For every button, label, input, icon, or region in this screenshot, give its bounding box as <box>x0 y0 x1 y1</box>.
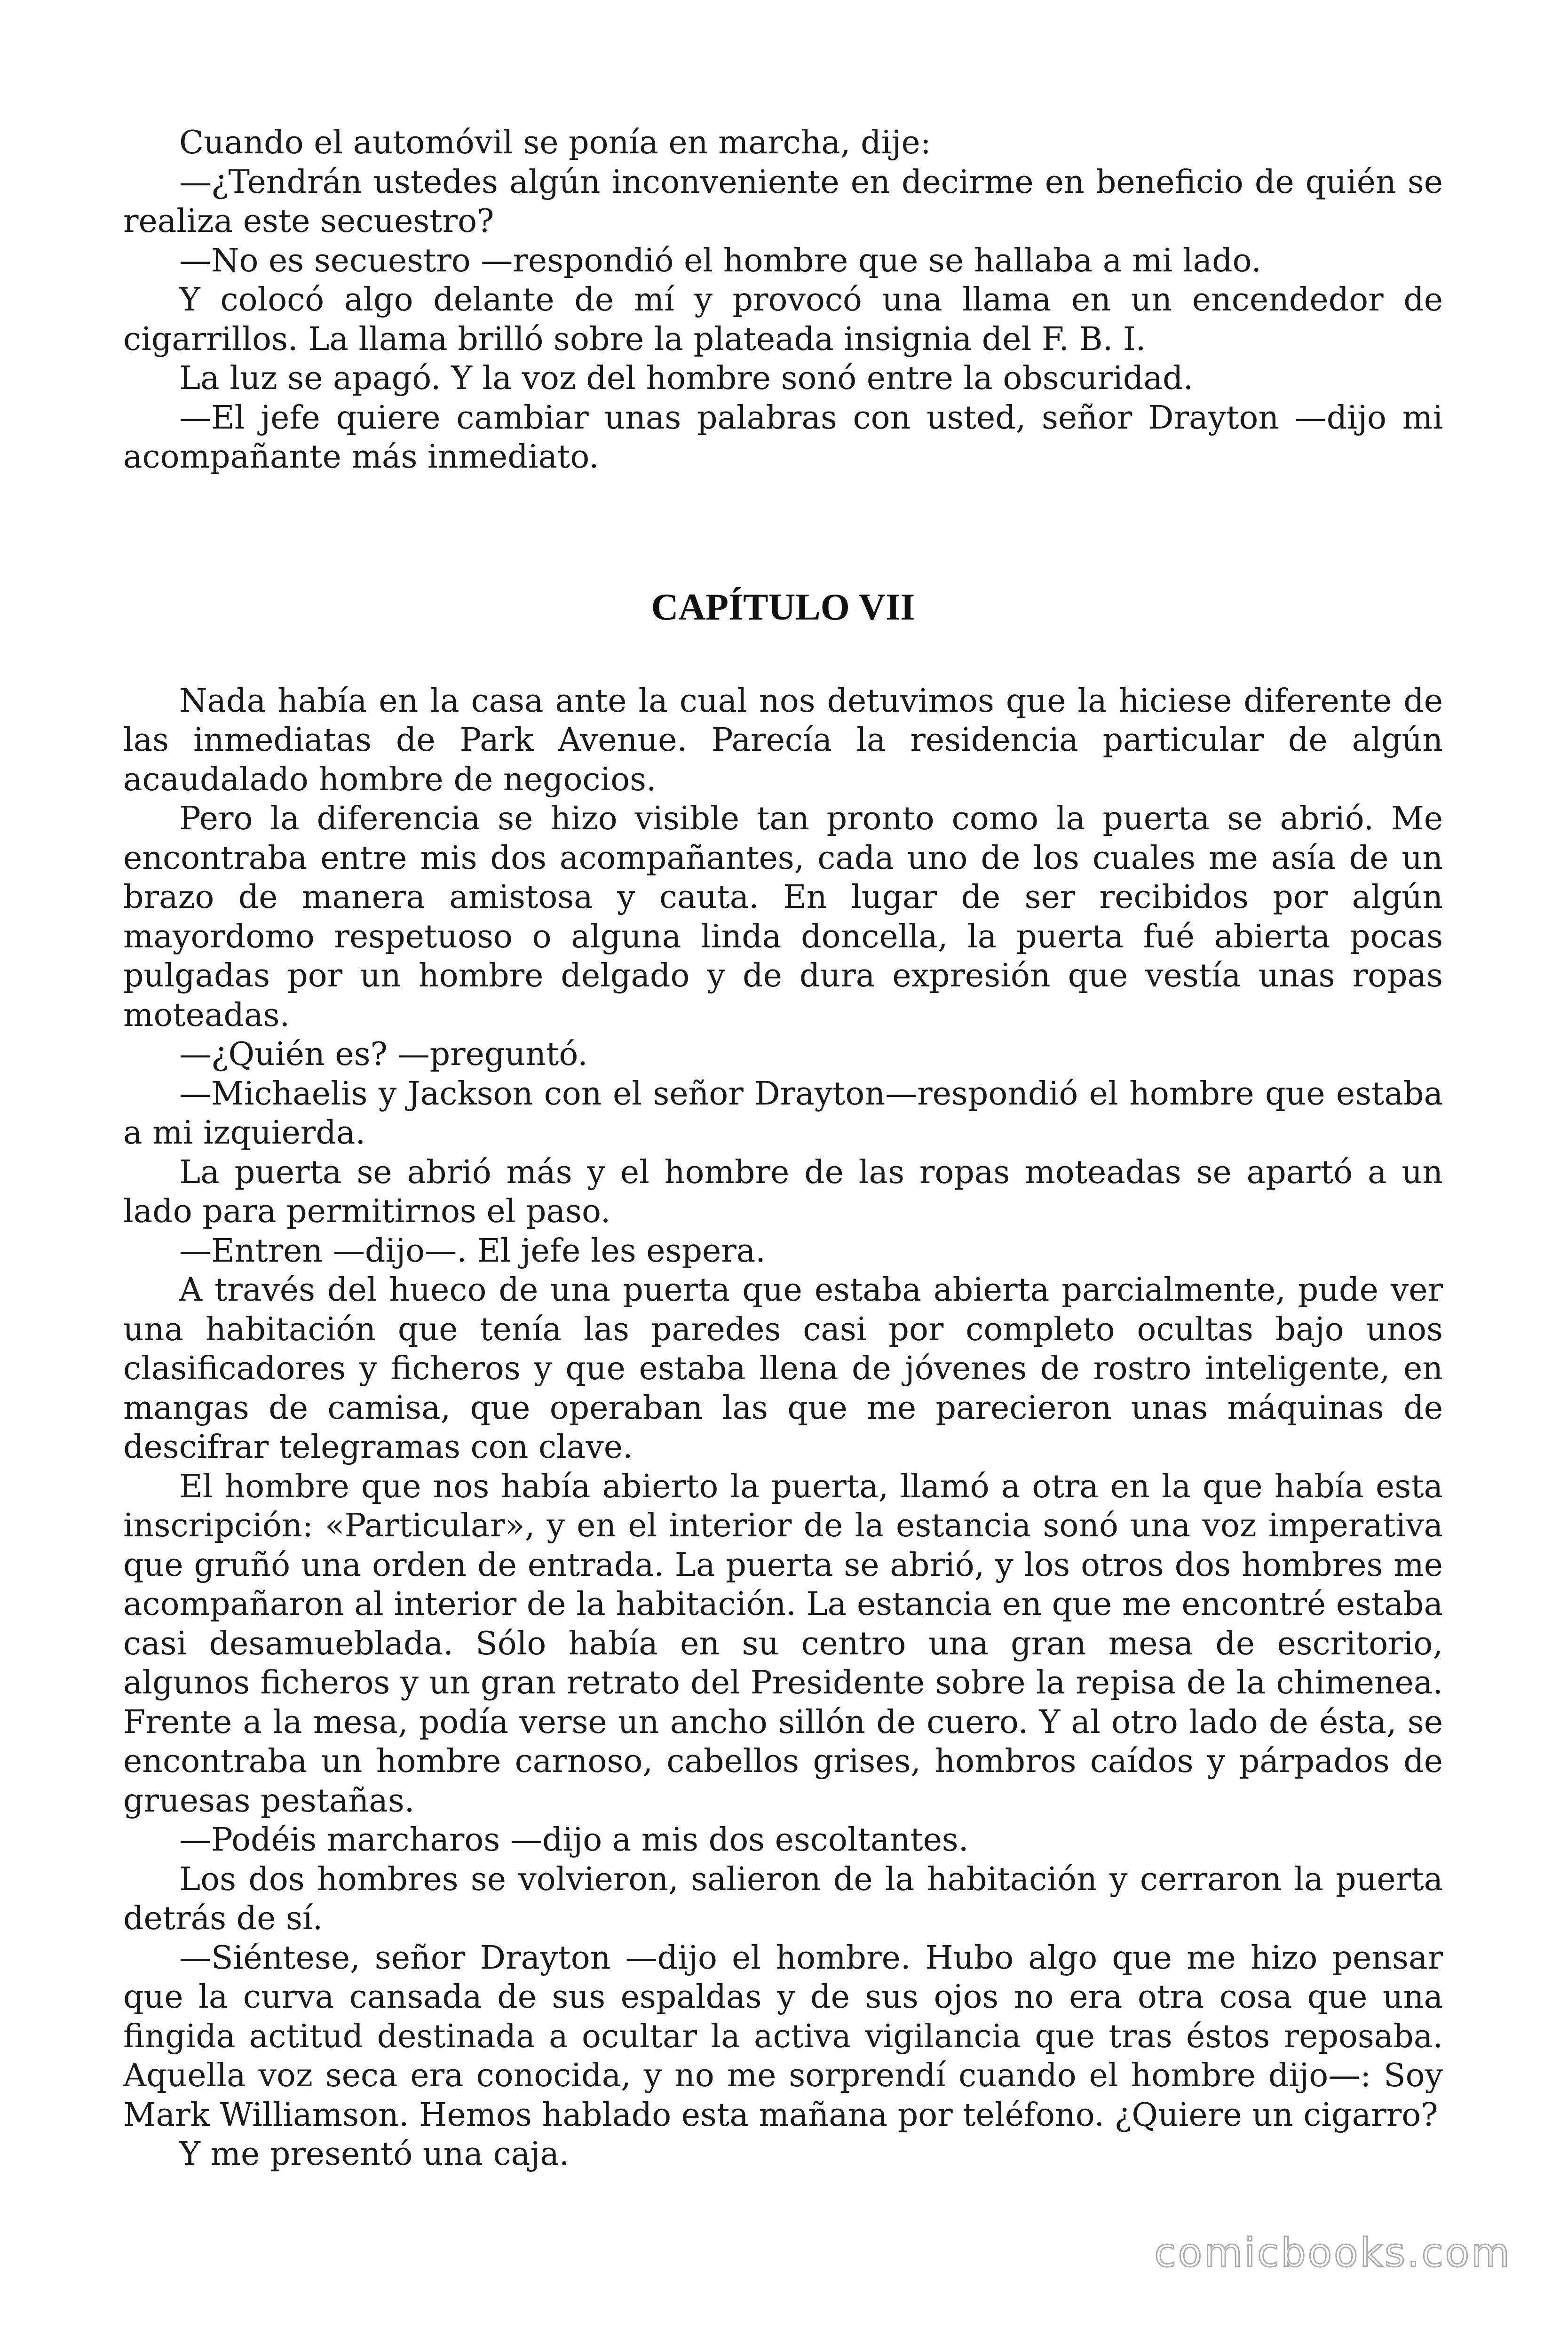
watermark: comicbooks.com <box>1154 2230 1512 2276</box>
paragraph: Y me presentó una caja. <box>179 2136 570 2173</box>
chapter-title: CAPÍTULO VII <box>651 586 915 628</box>
paragraph: —Entren —dijo—. El jefe les espera. <box>179 1232 766 1270</box>
section-spacer <box>123 477 1443 586</box>
paragraph: El hombre que nos había abierto la puerta, llamó a otra en la que había esta inscripción: «Particular», y en el interior de la estancia sonó una voz imperativa que gruñó una orden de entrada. La puerta se abrió, y los otros dos hombres me acompañaron al interior de la habitación. La estancia en que me encontré estaba casi desamueblada. Sólo había en su centro una gran mesa de escritorio, algunos ficheros y un gran retrato del Presidente sobre la repisa de la chimenea. Frente a la mesa, podía verse un ancho sillón de cuero. Y al otro lado de ésta, se encontraba un hombre carnoso, cabellos grises, hombros caídos y párpados de gruesas pestañas. <box>123 1468 1443 1820</box>
paragraph: —¿Tendrán ustedes algún inconveniente en decirme en beneficio de quién se realiza este secuestro? <box>123 163 1443 240</box>
paragraph: Pero la diferencia se hizo visible tan pronto como la puerta se abrió. Me encontraba entre mis dos acompañantes, cada uno de los cuales me asía de un brazo de manera amistosa y cauta. En lugar de ser recibidos por algún mayordomo respetuoso o alguna linda doncella, la puerta fué abierta pocas pulgadas por un hombre delgado y de dura expresión que vestía unas ropas moteadas. <box>123 800 1443 1034</box>
paragraph: —¿Quién es? —preguntó. <box>179 1036 588 1073</box>
book-page <box>123 123 1443 2174</box>
text-section-opening <box>123 123 1443 477</box>
paragraph: Y colocó algo delante de mí y provocó una llama en un encendedor de cigarrillos. La llama brilló sobre la plateada insignia del F. B. I. <box>123 281 1443 358</box>
paragraph: —Podéis marcharos —dijo a mis dos escoltantes. <box>179 1821 969 1859</box>
paragraph: —No es secuestro —respondió el hombre que se hallaba a mi lado. <box>179 242 1261 279</box>
paragraph: Nada había en la casa ante la cual nos detuvimos que la hiciese diferente de las inmediatas de Park Avenue. Parecía la residencia particular de algún acaudalado hombre de negocios. <box>123 682 1443 798</box>
paragraph: Cuando el automóvil se ponía en marcha, dije: <box>179 124 931 161</box>
title-spacer <box>123 628 1443 682</box>
paragraph: —Siéntese, señor Drayton —dijo el hombre. Hubo algo que me hizo pensar que la curva cansada de sus espaldas y de sus ojos no era otra cosa que una fingida actitud destinada a ocultar la activa vigilancia que tras éstos reposaba. Aquella voz seca era conocida, y no me sorprendí cuando el hombre dijo—: Soy Mark Williamson. Hemos hablado esta mañana por teléfono. ¿Quiere un cigarro? <box>123 1939 1443 2134</box>
paragraph: —El jefe quiere cambiar unas palabras con usted, señor Drayton —dijo mi acompañante más inmediato. <box>123 399 1443 476</box>
paragraph: La luz se apagó. Y la voz del hombre sonó entre la obscuridad. <box>179 360 1194 397</box>
paragraph: Los dos hombres se volvieron, salieron de la habitación y cerraron la puerta detrás de sí. <box>123 1860 1443 1937</box>
paragraph: A través del hueco de una puerta que estaba abierta parcialmente, pude ver una habitación que tenía las paredes casi por completo ocultas bajo unos clasificadores y ficheros y que estaba llena de jóvenes de rostro inteligente, en mangas de camisa, que operaban las que me parecieron unas máquinas de descifrar telegramas con clave. <box>123 1271 1443 1466</box>
chapter-body <box>123 682 1443 2174</box>
paragraph: —Michaelis y Jackson con el señor Drayton—respondió el hombre que estaba a mi izquierda. <box>123 1075 1443 1152</box>
paragraph: La puerta se abrió más y el hombre de las ropas moteadas se apartó a un lado para permitirnos el paso. <box>123 1153 1443 1230</box>
